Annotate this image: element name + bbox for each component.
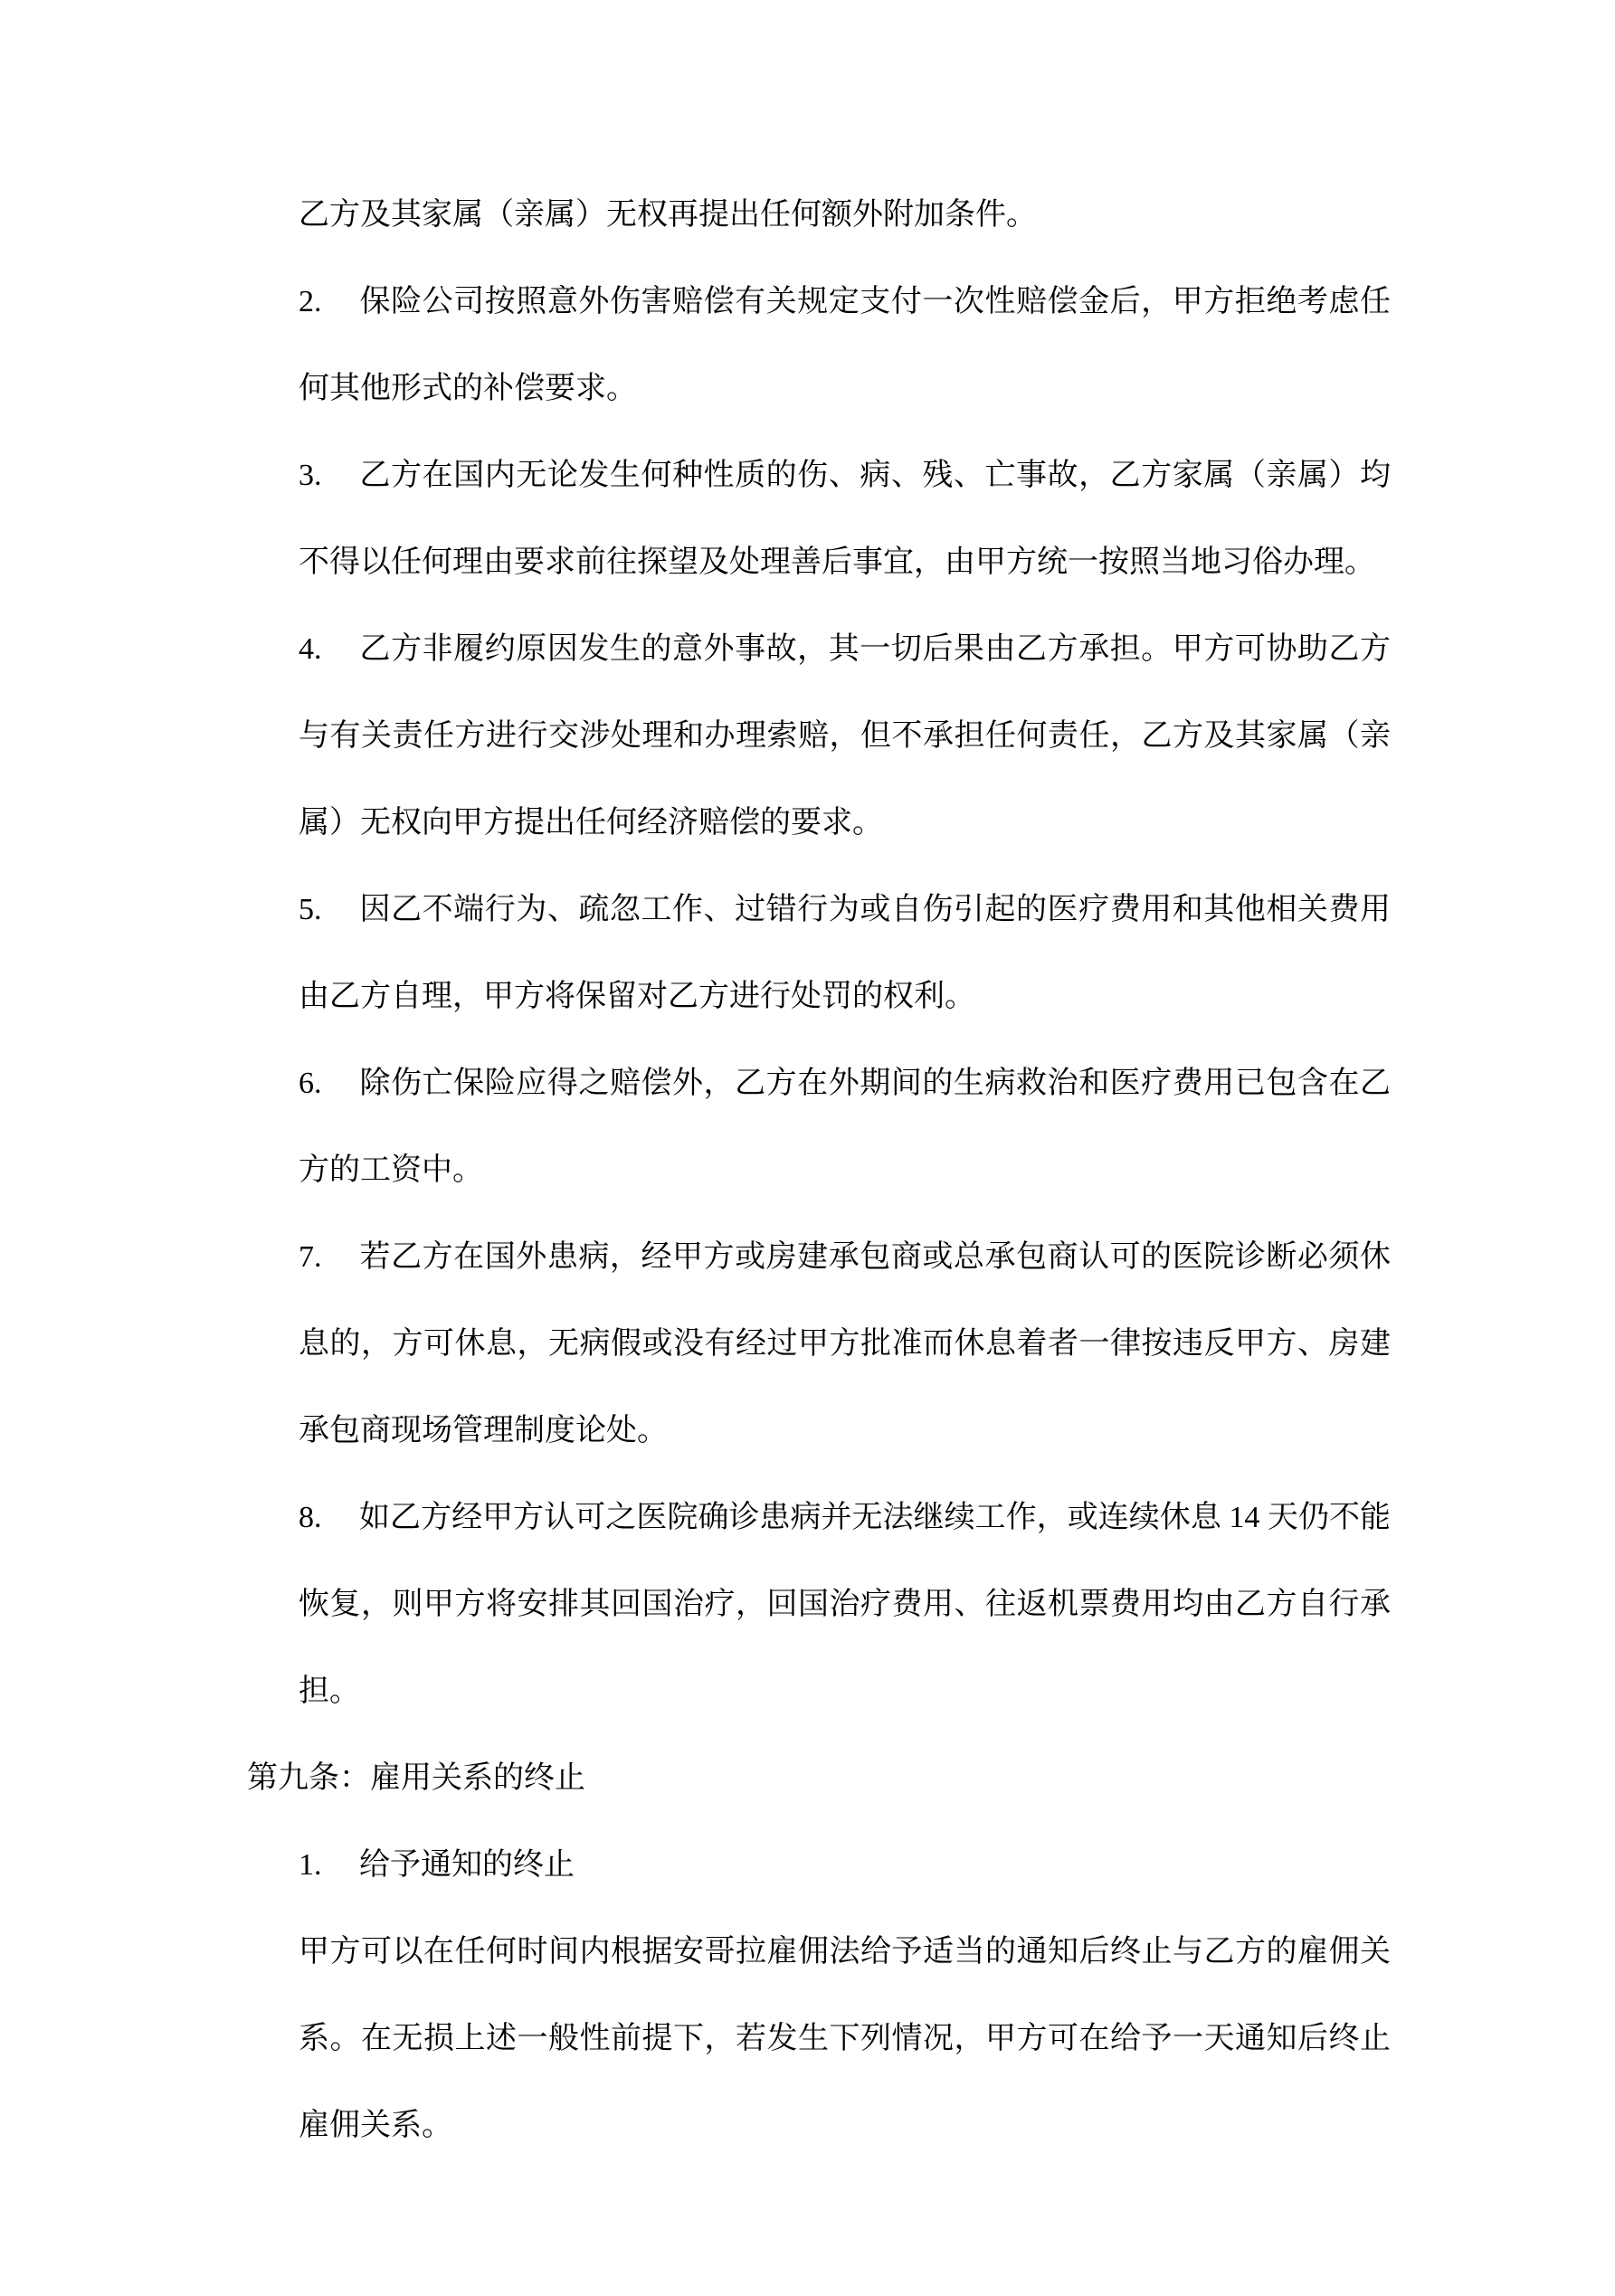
item-number: 3. <box>299 459 322 492</box>
item-number: 2. <box>299 285 322 318</box>
item-number: 7. <box>299 1240 322 1274</box>
contract-item <box>299 1475 1391 1735</box>
item-text: 若乙方在国外患病，经甲方或房建承包商或总承包商认可的医院诊断必须休息的，方可休息，无病假或没有经过甲方批准而休息着者一律按违反甲方、房建承包商现场管理制度论处。 <box>299 1240 1391 1447</box>
section-body-block <box>299 1822 1391 2169</box>
item-text: 除伤亡保险应得之赔偿外，乙方在外期间的生病救治和医疗费用已包含在乙方的工资中。 <box>299 1067 1391 1187</box>
item-text: 因乙不端行为、疏忽工作、过错行为或自伤引起的医疗费用和其他相关费用由乙方自理，甲方将保留对乙方进行处罚的权利。 <box>299 893 1391 1013</box>
contract-item <box>299 606 1391 867</box>
contract-item <box>299 259 1391 432</box>
item-number: 1. <box>299 1848 322 1882</box>
contract-item <box>299 432 1391 606</box>
item-number: 5. <box>299 893 322 926</box>
contract-item <box>299 867 1391 1040</box>
closing-paragraph: 甲方可以在任何时间内根据安哥拉雇佣法给予适当的通知后终止与乙方的雇佣关系。在无损上述一般性前提下，若发生下列情况，甲方可在给予一天通知后终止雇佣关系。 <box>299 1935 1391 2142</box>
item-text: 乙方非履约原因发生的意外事故，其一切后果由乙方承担。甲方可协助乙方与有关责任方进行交涉处理和办理索赔，但不承担任何责任，乙方及其家属（亲属）无权向甲方提出任何经济赔偿的要求。 <box>299 632 1391 840</box>
contract-sub-item <box>299 1822 1391 1909</box>
item-text: 保险公司按照意外伤害赔偿有关规定支付一次性赔偿金后，甲方拒绝考虑任何其他形式的补偿要求。 <box>299 285 1391 405</box>
item-text: 乙方在国内无论发生何种性质的伤、病、残、亡事故，乙方家属（亲属）均不得以任何理由要求前往探望及处理善后事宜，由甲方统一按照当地习俗办理。 <box>299 459 1391 579</box>
item-number: 8. <box>299 1501 322 1534</box>
item-text: 如乙方经甲方认可之医院确诊患病并无法继续工作，或连续休息 14 天仍不能恢复，则甲方将安排其回国治疗，回国治疗费用、往返机票费用均由乙方自行承担。 <box>299 1501 1391 1708</box>
section-heading: 第九条：雇用关系的终止 <box>247 1761 585 1795</box>
item-number: 4. <box>299 632 322 666</box>
contract-item <box>299 1040 1391 1214</box>
item-number: 6. <box>299 1067 322 1100</box>
numbered-list-block <box>299 172 1391 1735</box>
contract-item <box>299 1214 1391 1475</box>
paragraph-continuation: 乙方及其家属（亲属）无权再提出任何额外附加条件。 <box>299 198 1037 232</box>
item-text: 给予通知的终止 <box>359 1848 575 1882</box>
